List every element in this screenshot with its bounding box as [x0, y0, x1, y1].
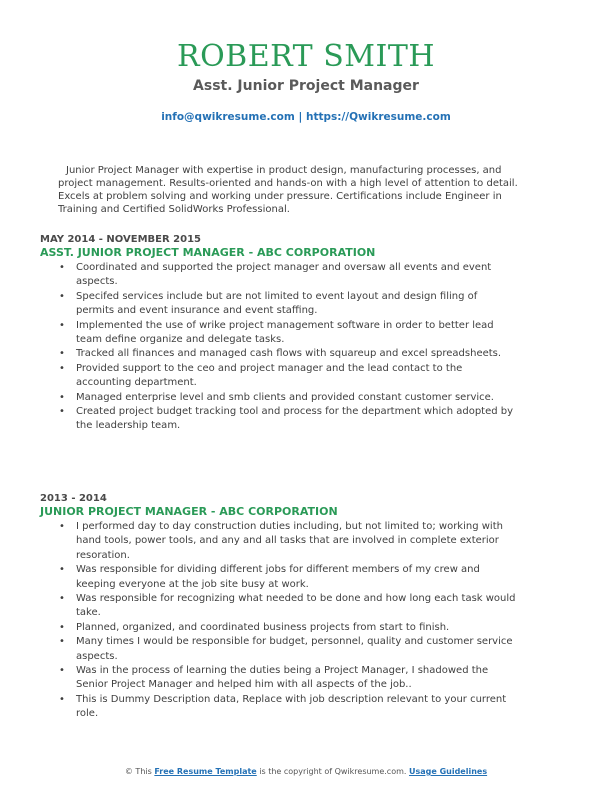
- bullet-text: Planned, organized, and coordinated business projects from start to finish.: [76, 621, 450, 633]
- bullet-icon: •: [59, 621, 65, 633]
- bullet-text: Coordinated and supported the project manager and oversaw all events and event aspects.: [76, 262, 492, 288]
- bullet-item: [59, 693, 516, 722]
- bullet-item: [59, 563, 516, 592]
- bullet-item: [59, 592, 516, 621]
- bullet-text: Tracked all finances and managed cash flows with squareup and excel spreadsheets.: [76, 348, 502, 360]
- experience-bullets: [40, 261, 570, 434]
- free-resume-template-link[interactable]: Free Resume Template: [154, 767, 257, 776]
- bullet-icon: •: [59, 693, 65, 705]
- bullet-text: Created project budget tracking tool and process for the department which adopted by the leadership team.: [76, 406, 514, 432]
- email-link[interactable]: info@qwikresume.com: [161, 111, 295, 123]
- bullet-text: Was responsible for dividing different jobs for different members of my crew and keeping everyone at the job site busy at work.: [76, 564, 480, 590]
- contact-separator: |: [294, 111, 306, 123]
- footer-copyright-text: is the copyright of Qwikresume.com.: [256, 767, 409, 776]
- summary-text: Junior Project Manager with expertise in product design, manufacturing processes, and project management. Results-oriented and hands-on with a high level of attention to detail. Excels at problem solving and working under pressure. Certifications include Engineer in Training and Certified SolidWorks Professional.: [58, 165, 518, 215]
- contact-line: [0, 110, 612, 124]
- bullet-text: Was in the process of learning the duties being a Project Manager, I shadowed the Senior Project Manager and helped him with all aspects of the job..: [76, 665, 489, 691]
- bullet-item: [59, 391, 516, 405]
- bullet-item: [59, 405, 516, 434]
- bullet-icon: •: [59, 348, 65, 360]
- bullet-item: [59, 362, 516, 391]
- bullet-item: [59, 261, 516, 290]
- bullet-icon: •: [59, 391, 65, 403]
- bullet-text: Implemented the use of wrike project management software in order to better lead team define organize and delegate tasks.: [76, 319, 494, 346]
- experience-role: ASST. JUNIOR PROJECT MANAGER - ABC CORPORATION: [40, 246, 376, 259]
- experience-bullets: [40, 520, 570, 722]
- bullet-icon: •: [59, 319, 65, 331]
- footer-prefix: © This: [124, 767, 155, 776]
- candidate-name: ROBERT SMITH: [176, 39, 436, 74]
- bullet-text: This is Dummy Description data, Replace with job description relevant to your current role.: [76, 693, 507, 720]
- bullet-icon: •: [59, 665, 65, 677]
- experience-date: 2013 - 2014: [40, 493, 107, 504]
- bullet-item: [59, 347, 516, 361]
- bullet-icon: •: [59, 521, 65, 532]
- bullet-text: Was responsible for recognizing what needed to be done and how long each task would take.: [76, 593, 516, 619]
- bullet-text: Provided support to the ceo and project manager and the lead contact to the accounting department.: [76, 362, 463, 389]
- bullet-text: Managed enterprise level and smb clients and provided constant customer service.: [76, 391, 494, 403]
- summary-section: [58, 164, 528, 216]
- bullet-icon: •: [59, 406, 65, 418]
- bullet-item: [59, 664, 516, 693]
- experience-entry: [40, 492, 570, 722]
- bullet-icon: •: [59, 636, 65, 648]
- website-link[interactable]: https://Qwikresume.com: [305, 111, 451, 123]
- bullet-icon: •: [59, 564, 65, 576]
- bullet-text: Many times I would be responsible for budget, personnel, quality and customer service aspects.: [76, 636, 513, 662]
- experience-date: MAY 2014 - NOVEMBER 2015: [40, 234, 201, 245]
- usage-guidelines-link[interactable]: Usage Guidelines: [408, 767, 488, 776]
- bullet-icon: •: [59, 290, 65, 302]
- bullet-text: Specifed services include but are not limited to event layout and design filing of permits and event insurance and event staffing.: [76, 290, 478, 317]
- bullet-item: [59, 290, 516, 319]
- experience-role: JUNIOR PROJECT MANAGER - ABC CORPORATION: [40, 505, 338, 518]
- bullet-icon: •: [59, 593, 65, 605]
- candidate-title: Asst. Junior Project Manager: [193, 78, 419, 94]
- bullet-text: I performed day to day construction duties including, but not limited to; working with hand tools, power tools, and any and all tasks that are involved in complete exterior resoration.: [76, 521, 503, 561]
- bullet-icon: •: [59, 262, 65, 273]
- bullet-item: [59, 635, 516, 664]
- bullet-item: [59, 621, 516, 635]
- bullet-icon: •: [59, 362, 65, 374]
- bullet-item: [59, 319, 516, 348]
- footer: [0, 767, 612, 777]
- experience-entry: [40, 233, 570, 434]
- bullet-item: [59, 520, 516, 563]
